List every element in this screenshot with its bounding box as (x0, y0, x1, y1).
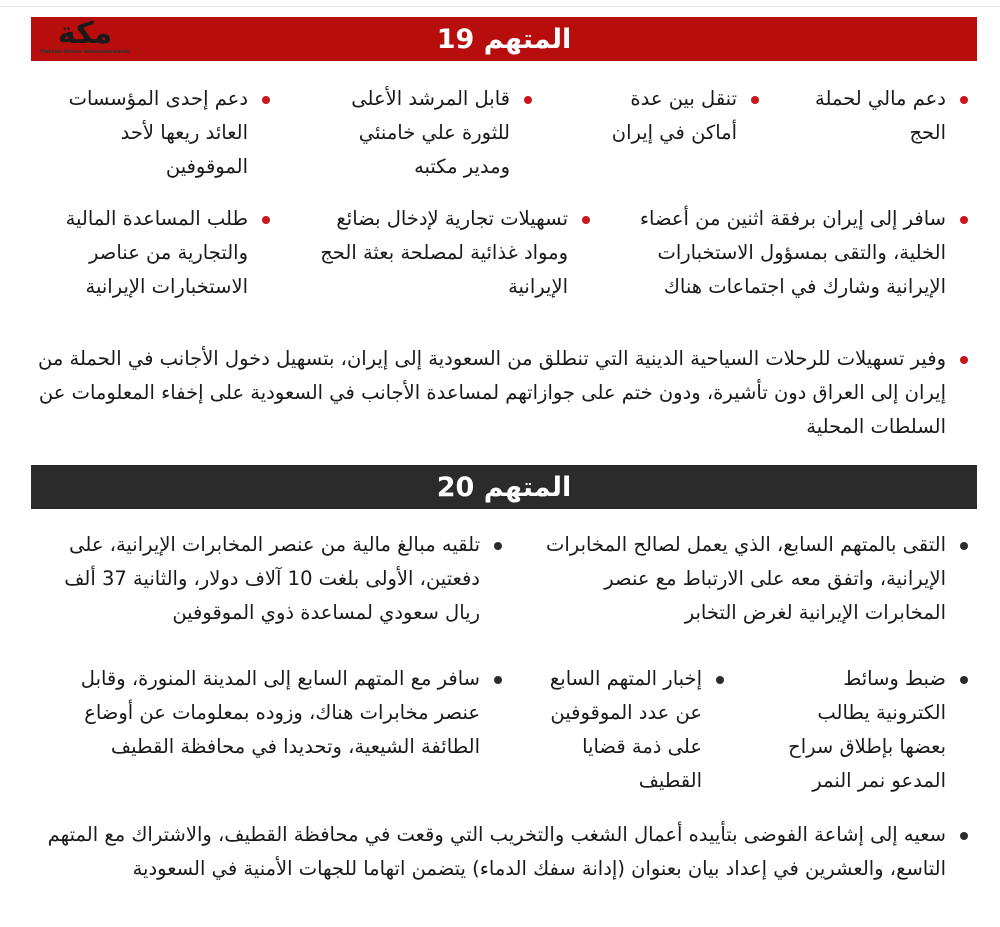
section-20-item: تلقيه مبالغ مالية من عنصر المخابرات الإيرانية، على دفعتين، الأولى بلغت 10 آلاف دولار، والثانية 37 ألف ريال سعودي لمساعدة ذوي الموقوفين (40, 528, 480, 630)
section-19-item: قابل المرشد الأعلى للثورة علي خامنئي ومدير مكتبه (325, 82, 510, 184)
bullet-icon (751, 96, 759, 104)
bullet-icon (960, 216, 968, 224)
logo-subtitle: Makkah Alnoor almoonawwarah (39, 49, 130, 55)
section-20-item: سافر مع المتهم السابع إلى المدينة المنورة، وقابل عنصر مخابرات هناك، وزوده بمعلومات عن أوضاع الطائفة الشيعية، وتحديدا في محافظة القطيف (40, 662, 480, 764)
section-19-item: دعم مالي لحملة الحج (791, 82, 946, 150)
section-20-banner (31, 465, 977, 509)
bullet-icon (960, 356, 968, 364)
bullet-icon (524, 96, 532, 104)
top-divider (0, 0, 1000, 7)
makkah-logo (37, 16, 133, 59)
logo-word: مكة (57, 16, 113, 51)
bullet-icon (494, 676, 502, 684)
bullet-icon (960, 676, 968, 684)
bullet-icon (960, 832, 968, 840)
section-20-item: التقى بالمتهم السابع، الذي يعمل لصالح المخابرات الإيرانية، واتفق معه على الارتباط مع عنصر المخابرات الإيرانية لغرض التخابر (536, 528, 946, 630)
bullet-icon (960, 96, 968, 104)
section-19-title: المتهم 19 (436, 23, 572, 55)
section-20-item: سعيه إلى إشاعة الفوضى بتأييده أعمال الشغب والتخريب التي وقعت في محافظة القطيف، والاشتراك مع المتهم التاسع، والعشرين في إعداد بيان بعنوان (إدانة سفك الدماء) يتضمن اتهاما للجهات الأمنية في السعودية (38, 818, 946, 886)
bullet-icon (960, 542, 968, 550)
bullet-icon (494, 542, 502, 550)
bullet-icon (716, 676, 724, 684)
bullet-icon (262, 96, 270, 104)
section-19-item: وفير تسهيلات للرحلات السياحية الدينية التي تنطلق من السعودية إلى إيران، بتسهيل دخول الأجانب في الحملة من إيران إلى العراق دون تأشيرة، ودون ختم على جوازاتهم لمساعدة الأجانب في السعودية على إخفاء المعلومات عن السلطات المحلية (38, 342, 946, 444)
section-19-item: طلب المساعدة المالية والتجارية من عناصر الاستخبارات الإيرانية (43, 202, 248, 304)
bullet-icon (582, 216, 590, 224)
section-20-item: ضبط وسائط الكترونية يطالب بعضها بإطلاق سراح المدعو نمر النمر (776, 662, 946, 798)
section-20-title: المتهم 20 (436, 471, 572, 503)
section-20-item: إخبار المتهم السابع عن عدد الموقوفين على ذمة قضايا القطيف (537, 662, 702, 798)
section-19-item: دعم إحدى المؤسسات العائد ريعها لأحد الموقوفين (43, 82, 248, 184)
section-19-item: تنقل بين عدة أماكن في إيران (597, 82, 737, 150)
bullet-icon (262, 216, 270, 224)
section-19-item: تسهيلات تجارية لإدخال بضائع ومواد غذائية لمصلحة بعثة الحج الإيرانية (306, 202, 568, 304)
section-19-banner (31, 17, 977, 61)
section-19-item: سافر إلى إيران برفقة اثنين من أعضاء الخلية، والتقى بمسؤول الاستخبارات الإيرانية وشارك في اجتماعات هناك (631, 202, 946, 304)
